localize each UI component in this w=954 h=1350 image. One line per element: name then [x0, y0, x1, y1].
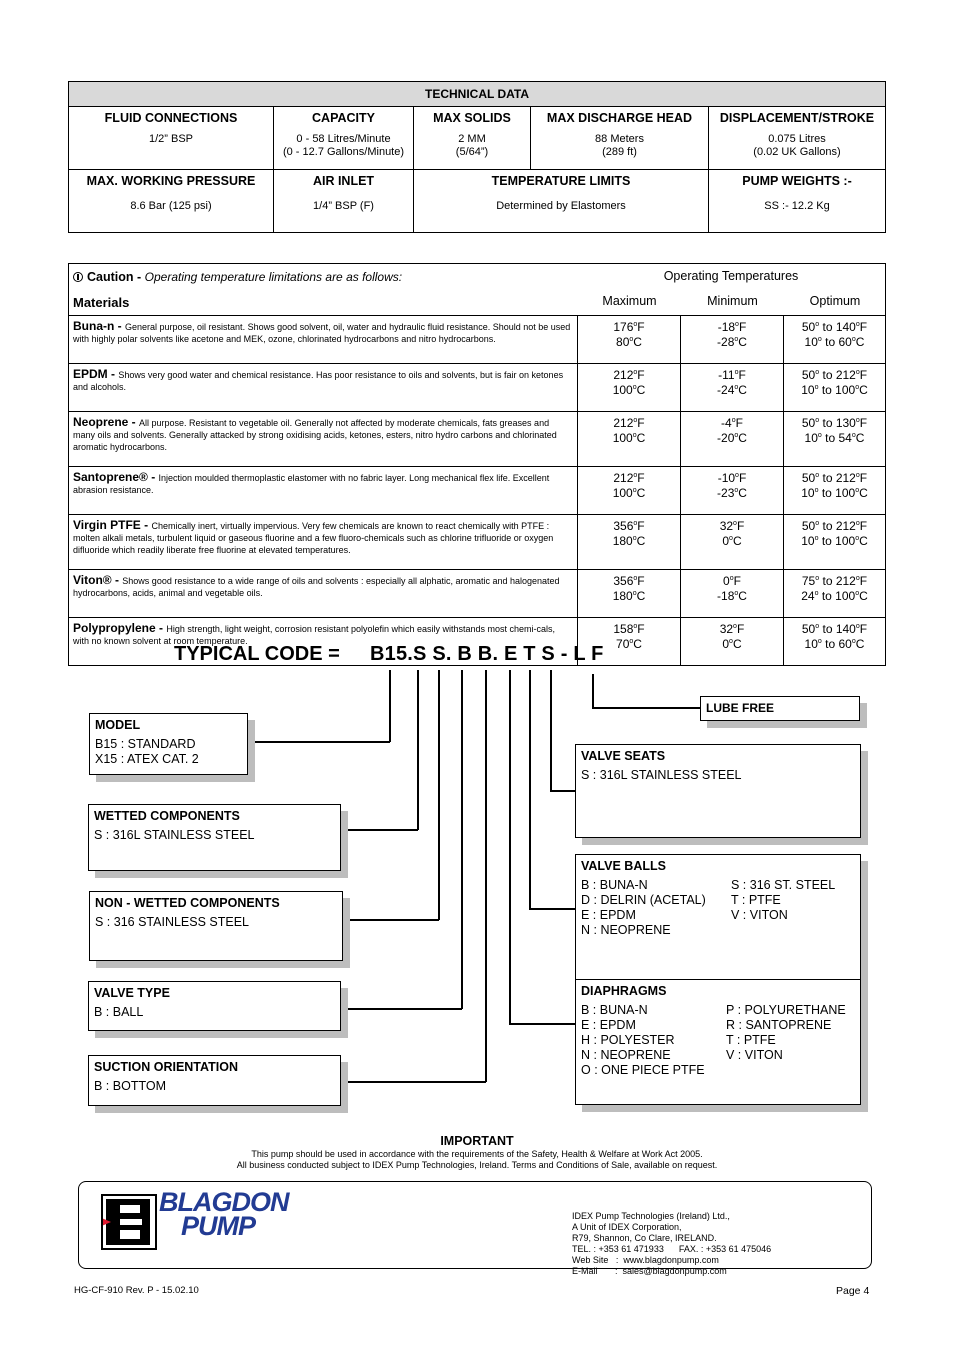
lube-free-box: LUBE FREE	[700, 696, 860, 721]
materials-header	[69, 264, 886, 316]
temperature-opt: 50$^o$ to 212$^o$F 10$^o$ to 100$^o$C	[784, 364, 886, 412]
max-solids-cell: MAX SOLIDS 2 MM (5/64”)	[414, 107, 531, 170]
material-row	[69, 515, 886, 570]
temperature-min: -10$^o$F -23$^o$C	[681, 467, 784, 515]
materials-table	[68, 263, 886, 666]
material-description: Viton® - Shows good resistance to a wide range of oils and solvents : especially all alphatic, aromatic and halogenated hydrocarbons, acids, animal and vegetable oils.	[69, 570, 578, 618]
material-description: Polypropylene - High strength, light weight, corrosion resistant polyolefin which easily withstands most chemi-cals, with no known solvent at room temperature.	[69, 618, 578, 666]
optimum-header: Optimum	[809, 294, 861, 308]
company-address: IDEX Pump Technologies (Ireland) Ltd., A Unit of IDEX Corporation, R79, Shannon, Co Clare, IRELAND. TEL. : +353 61 471933 FAX. : +353 61 475046 Web Site : www.blagdonpump.com E-Mail : sales@blagdonpump.com	[572, 1211, 772, 1276]
material-row	[69, 364, 886, 412]
important-line-1: This pump should be used in accordance with the requirements of the Safety, Health & Welfare at Work Act 2005.	[251, 1149, 703, 1159]
capacity-cell: CAPACITY 0 - 58 Litres/Minute (0 - 12.7 Gallons/Minute)	[274, 107, 414, 170]
operating-temperatures-label: Operating Temperatures	[663, 269, 799, 283]
maximum-header: Maximum	[602, 294, 657, 308]
temperature-min: 32$^o$F 0$^o$C	[681, 515, 784, 570]
material-description: Santoprene® - Injection moulded thermoplastic elastomer with no fabric layer. Long mechanical flex life. Excellent abrasion resistance.	[69, 467, 578, 515]
temperature-max: 212$^o$F 100$^o$C	[578, 364, 681, 412]
temperature-limits-cell: TEMPERATURE LIMITS Determined by Elastomers	[414, 170, 709, 233]
footer-contact-box	[78, 1181, 872, 1276]
material-row	[69, 467, 886, 515]
material-description: EPDM - Shows very good water and chemical resistance. Has poor resistance to oils and solvents, but is fair on ketones and alcohols.	[69, 364, 578, 412]
temperature-opt: 50$^o$ to 140$^o$F 10$^o$ to 60$^o$C	[784, 618, 886, 666]
temperature-opt: 50$^o$ to 130$^o$F 10$^o$ to 54$^o$C	[784, 412, 886, 467]
pump-weights-cell: PUMP WEIGHTS :- SS :- 12.2 Kg	[709, 170, 886, 233]
displacement-stroke-cell: DISPLACEMENT/STROKE 0.075 Litres (0.02 UK Gallons)	[709, 107, 886, 170]
material-row	[69, 412, 886, 467]
wetted-components-box: WETTED COMPONENTS S : 316L STAINLESS STEEL	[88, 804, 341, 871]
non-wetted-components-box: NON - WETTED COMPONENTS S : 316 STAINLESS STEEL	[89, 891, 343, 961]
document-revision: HG-CF-910 Rev. P - 15.02.10	[74, 1285, 199, 1296]
temperature-min: -11$^o$F -24$^o$C	[681, 364, 784, 412]
technical-data-title: TECHNICAL DATA	[69, 82, 886, 107]
blagdon-logo-text: BLAGDON PUMP	[159, 1187, 289, 1241]
temperature-max: 212$^o$F 100$^o$C	[578, 467, 681, 515]
temperature-opt: 75$^o$ to 212$^o$F 24$^o$ to 100$^o$C	[784, 570, 886, 618]
temperature-opt: 50$^o$ to 212$^o$F 10$^o$ to 100$^o$C	[784, 467, 886, 515]
valve-seats-box: VALVE SEATS S : 316L STAINLESS STEEL	[575, 744, 861, 838]
temperature-max: 176$^o$F 80$^o$C	[578, 316, 681, 364]
temperature-max: 356$^o$F 180$^o$C	[578, 515, 681, 570]
material-description: Neoprene - All purpose. Resistant to vegetable oil. Generally not affected by moderate chemicals, fats greases and many oils and solvents. Generally attacked by strong oxidising acids, ketones, esters, nitro hydro carbons and chlorinated aromatic hydrocarbons.	[69, 412, 578, 467]
temperature-max: 158$^o$F 70$^o$C	[578, 618, 681, 666]
valve-type-box: VALVE TYPE B : BALL	[88, 981, 341, 1031]
max-working-pressure-cell: MAX. WORKING PRESSURE 8.6 Bar (125 psi)	[69, 170, 274, 233]
temperature-opt: 50$^o$ to 212$^o$F 10$^o$ to 100$^o$C	[784, 515, 886, 570]
material-row	[69, 570, 886, 618]
air-inlet-cell: AIR INLET 1/4” BSP (F)	[274, 170, 414, 233]
important-line-2: All business conducted subject to IDEX Pump Technologies, Ireland. Terms and Conditions of Sale, available on request.	[236, 1160, 718, 1170]
caution-line: Caution - Operating temperature limitations are as follows:	[73, 270, 402, 284]
important-title: IMPORTANT	[440, 1134, 514, 1148]
typical-code-value: B15.S S. B B. E T S - L F	[370, 643, 604, 665]
temperature-max: 356$^o$F 180$^o$C	[578, 570, 681, 618]
blagdon-logo-icon	[101, 1194, 157, 1250]
caution-icon	[73, 272, 83, 282]
diaphragms-box: DIAPHRAGMS B : BUNA-N E : EPDM H : POLYESTER N : NEOPRENE O : ONE PIECE PTFE P : POLYURETHANE R : SANTOPRENE T : PTFE V : VITON	[575, 979, 861, 1105]
temperature-min: 0$^o$F -18$^o$C	[681, 570, 784, 618]
suction-orientation-box: SUCTION ORIENTATION B : BOTTOM	[88, 1055, 341, 1106]
max-discharge-head-cell: MAX DISCHARGE HEAD 88 Meters (289 ft)	[531, 107, 709, 170]
temperature-min: 32$^o$F 0$^o$C	[681, 618, 784, 666]
valve-balls-box: VALVE BALLS B : BUNA-N D : DELRIN (ACETAL) E : EPDM N : NEOPRENE S : 316 ST. STEEL T : PTFE V : VITON	[575, 854, 861, 987]
model-box: MODEL B15 : STANDARD X15 : ATEX CAT. 2	[89, 713, 248, 775]
material-description: Buna-n - General purpose, oil resistant. Shows good solvent, oil, water and hydraulic fluid resistance. Should not be used with highly polar solvents like acetone and MEK, ozone, chlorinated hydrocarbons and nitro hydrocarbons.	[69, 316, 578, 364]
temperature-max: 212$^o$F 100$^o$C	[578, 412, 681, 467]
fluid-connections-cell: FLUID CONNECTIONS 1/2” BSP	[69, 107, 274, 170]
materials-label: Materials	[73, 295, 130, 310]
temperature-min: -4$^o$F -20$^o$C	[681, 412, 784, 467]
temperature-opt: 50$^o$ to 140$^o$F 10$^o$ to 60$^o$C	[784, 316, 886, 364]
typical-code-label: TYPICAL CODE =	[174, 643, 340, 665]
page-number: Page 4	[836, 1285, 870, 1297]
material-row	[69, 316, 886, 364]
technical-data-table	[68, 81, 886, 233]
material-description: Virgin PTFE - Chemically inert, virtually impervious. Very few chemicals are known to react chemically with PTFE : molten alkali metals, turbulent liquid or gaseous fluorine and a few fluoro-chemicals such as chlorine trifluoride or oxygen difluoride which readily liberate free fluorine at elevated temperatures.	[69, 515, 578, 570]
temperature-min: -18$^o$F -28$^o$C	[681, 316, 784, 364]
minimum-header: Minimum	[707, 294, 758, 308]
